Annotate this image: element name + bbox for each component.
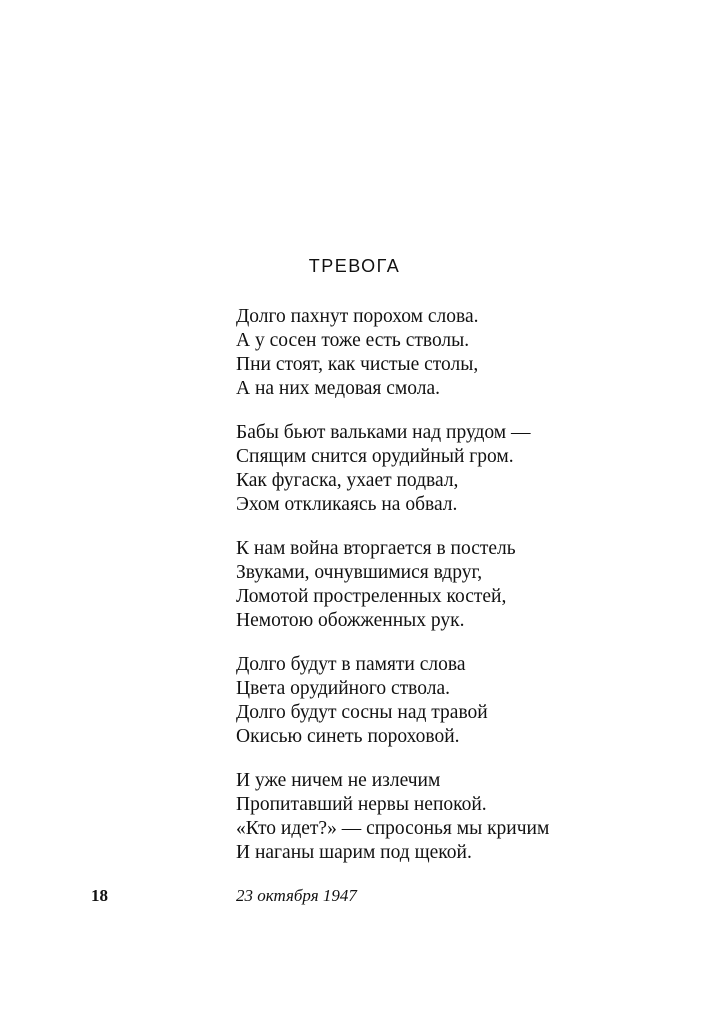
poem-line: «Кто идет?» — спросонья мы кричим — [236, 818, 550, 839]
poem-line: Пропитавший нервы непокой. — [236, 794, 487, 815]
poem-line: А на них медовая смола. — [236, 378, 441, 399]
poem-line: Бабы бьют вальками над прудом — — [236, 422, 531, 443]
poem-line: Ломотой простреленных костей, — [236, 586, 507, 607]
page-number: 18 — [91, 886, 108, 905]
stanza-2 — [236, 421, 676, 517]
poem-line: И уже ничем не излечим — [236, 770, 441, 791]
poem-line: Как фугаска, ухает подвал, — [236, 470, 459, 491]
poem-line: Спящим снится орудийный гром. — [236, 446, 514, 467]
poem-line: Эхом откликаясь на обвал. — [236, 494, 458, 515]
poem-date: 23 октября 1947 — [236, 886, 357, 905]
poem-line: Пни стоят, как чистые столы, — [236, 354, 479, 375]
poem-line: Цвета орудийного ствола. — [236, 678, 451, 699]
stanza-3 — [236, 537, 676, 633]
poem-line: И наганы шарим под щекой. — [236, 842, 472, 863]
poem-line: Долго будут в памяти слова — [236, 654, 466, 675]
poem-line: Окисью синеть пороховой. — [236, 726, 460, 747]
poem-line: Звуками, очнувшимися вдруг, — [236, 562, 483, 583]
poem-body — [236, 305, 676, 885]
poem-title: ТРЕВОГА — [308, 256, 401, 276]
stanza-5 — [236, 769, 676, 865]
poem-line: Немотою обожженных рук. — [236, 610, 465, 631]
poem-line: Долго пахнут порохом слова. — [236, 306, 479, 327]
poem-line: К нам война вторгается в постель — [236, 538, 516, 559]
poem-line: А у сосен тоже есть стволы. — [236, 330, 470, 351]
stanza-4 — [236, 653, 676, 749]
poem-line: Долго будут сосны над травой — [236, 702, 488, 723]
stanza-1 — [236, 305, 676, 401]
